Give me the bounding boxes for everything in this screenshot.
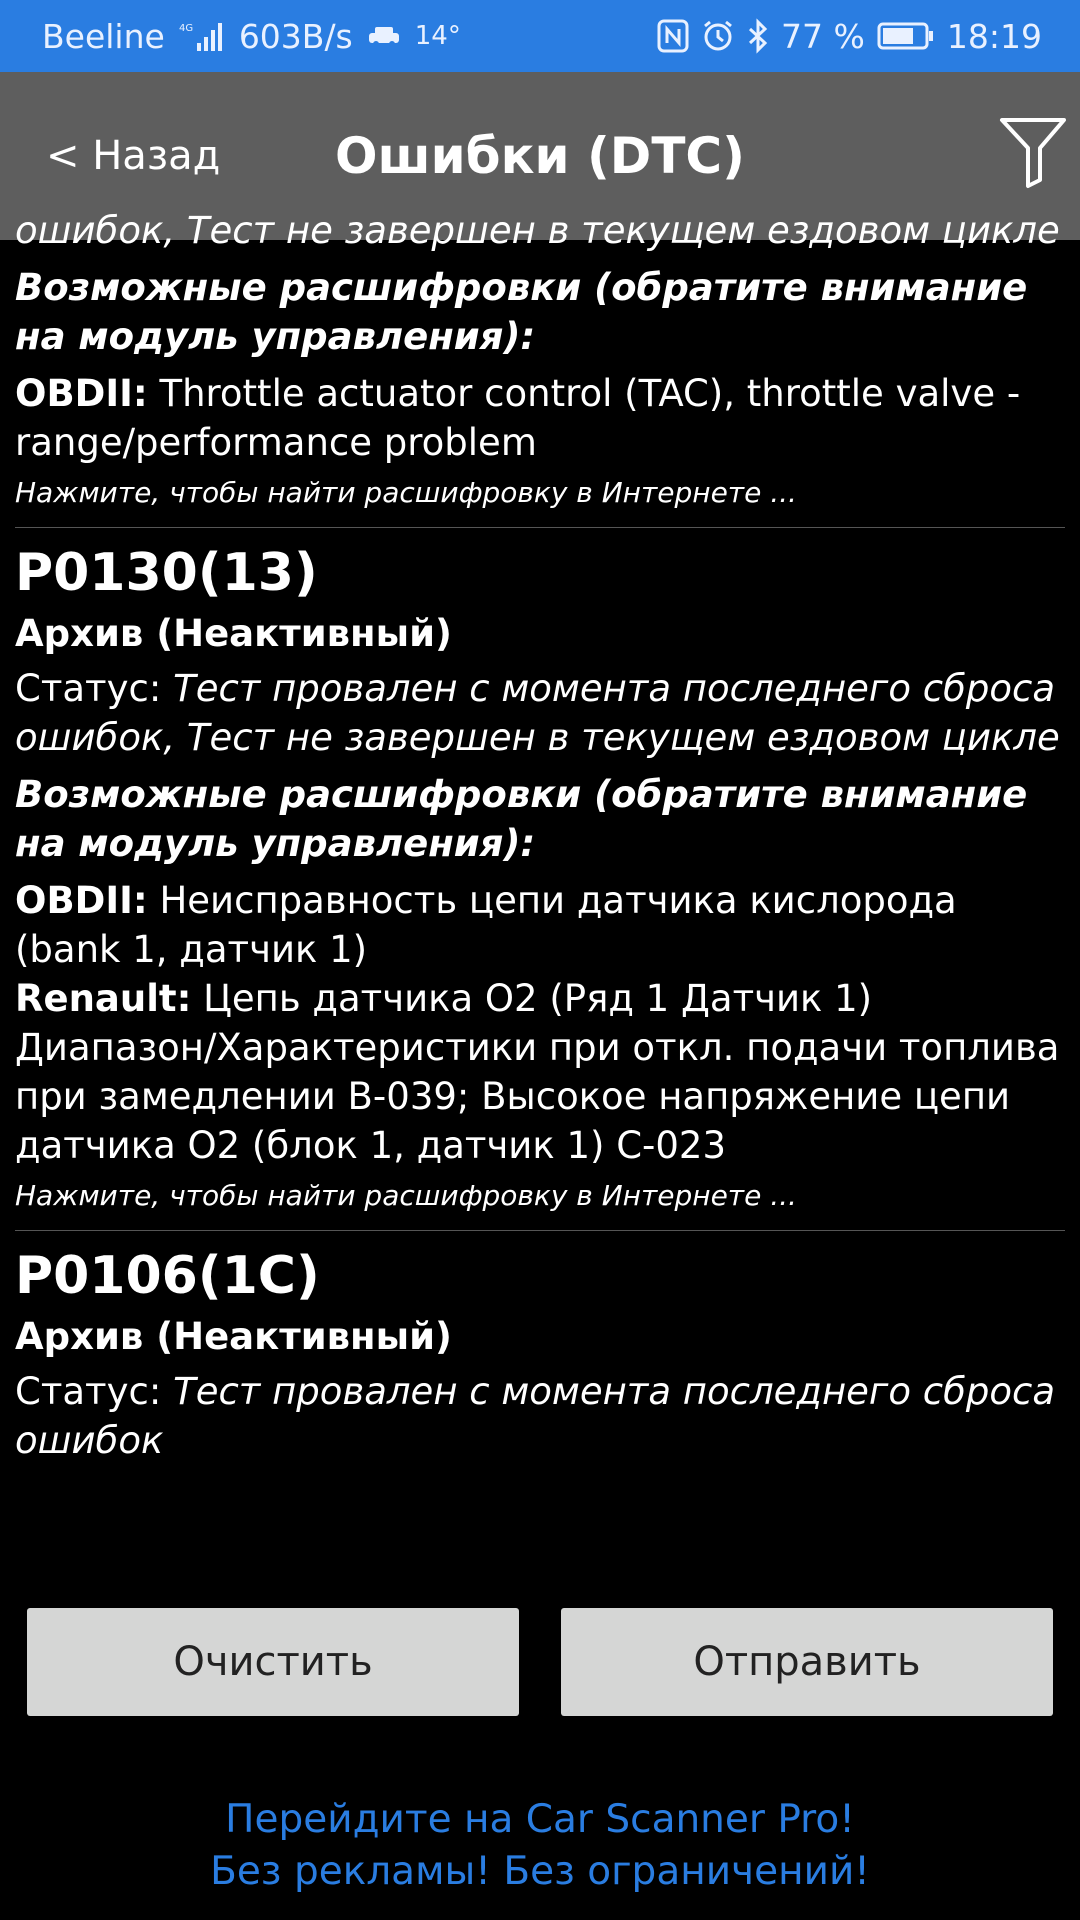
status-text: Тест провален с момента последнего сброса ошибок xyxy=(15,1370,1056,1462)
bluetooth-icon xyxy=(747,19,769,53)
dtc-entry-partial[interactable] xyxy=(15,206,1065,528)
promo-line-1: Перейдите на Car Scanner Pro! xyxy=(225,1797,855,1842)
alarm-icon xyxy=(701,19,735,53)
search-online-link[interactable]: Нажмите, чтобы найти расшифровку в Интернете ... xyxy=(15,1179,797,1212)
carrier-name: Beeline xyxy=(42,16,165,56)
signal-icon xyxy=(179,19,225,53)
back-button[interactable]: < Назад xyxy=(46,133,221,179)
status-label: Статус: xyxy=(15,1370,174,1413)
decoding-brand: Renault: xyxy=(15,977,192,1020)
dtc-list[interactable] xyxy=(0,209,1080,1552)
dtc-status xyxy=(15,1367,1065,1465)
dtc-archive-state: Архив (Неактивный) xyxy=(15,612,452,655)
status-label: Статус: xyxy=(15,667,174,710)
clear-button[interactable]: Очистить xyxy=(27,1608,519,1716)
pro-promo-link[interactable] xyxy=(0,1794,1080,1898)
status-bar-right xyxy=(657,0,1042,72)
status-bar xyxy=(0,0,1080,72)
decoding-text: Неисправность цепи датчика кислорода (bank 1, датчик 1) xyxy=(15,879,957,971)
status-bar-left xyxy=(42,0,461,72)
decoding-brand: OBDII: xyxy=(15,879,148,922)
dtc-status xyxy=(15,664,1065,762)
send-button[interactable]: Отправить xyxy=(561,1608,1053,1716)
decoding-line xyxy=(15,974,1065,1170)
dtc-code: P0106(1C) xyxy=(15,1246,320,1306)
decoding-text: Цепь датчика O2 (Ряд 1 Датчик 1) Диапазон/Характеристики при откл. подачи топлива при замедлении В-039; Высокое напряжение цепи датчика O2 (блок 1, датчик 1) С-023 xyxy=(15,977,1060,1167)
dtc-archive-state: Архив (Неактивный) xyxy=(15,1315,452,1358)
decoding-line xyxy=(15,876,1065,974)
status-text: ошибок, Тест не завершен в текущем ездовом цикле xyxy=(15,209,1060,252)
search-online-link[interactable]: Нажмите, чтобы найти расшифровку в Интернете ... xyxy=(15,476,797,509)
possible-decodings-label: Возможные расшифровки (обратите внимание на модуль управления): xyxy=(15,773,1028,865)
temperature: 14° xyxy=(414,21,461,51)
filter-icon[interactable] xyxy=(998,116,1080,198)
car-icon xyxy=(367,23,401,49)
dtc-entry[interactable] xyxy=(15,538,1065,1231)
dtc-code: P0130(13) xyxy=(15,543,318,603)
possible-decodings-label: Возможные расшифровки (обратите внимание на модуль управления): xyxy=(15,266,1028,358)
battery-icon xyxy=(877,21,935,51)
dtc-scroll xyxy=(15,206,1065,1489)
dtc-entry[interactable] xyxy=(15,1241,1065,1479)
svg-text:4G: 4G xyxy=(178,23,193,34)
decoding-brand: OBDII: xyxy=(15,372,148,415)
decoding-text: Throttle actuator control (TAC), throttle valve - range/performance problem xyxy=(15,372,1021,464)
promo-line-2: Без рекламы! Без ограничений! xyxy=(210,1849,870,1894)
decoding-line xyxy=(15,369,1065,467)
battery-percent: 77 % xyxy=(781,16,865,56)
nfc-icon xyxy=(657,19,689,53)
clock: 18:19 xyxy=(946,16,1042,56)
network-speed: 603B/s xyxy=(238,16,353,56)
page-title: Ошибки (DTC) xyxy=(335,127,745,185)
status-text: Тест провален с момента последнего сброса ошибок, Тест не завершен в текущем ездовом цикле xyxy=(15,667,1060,759)
